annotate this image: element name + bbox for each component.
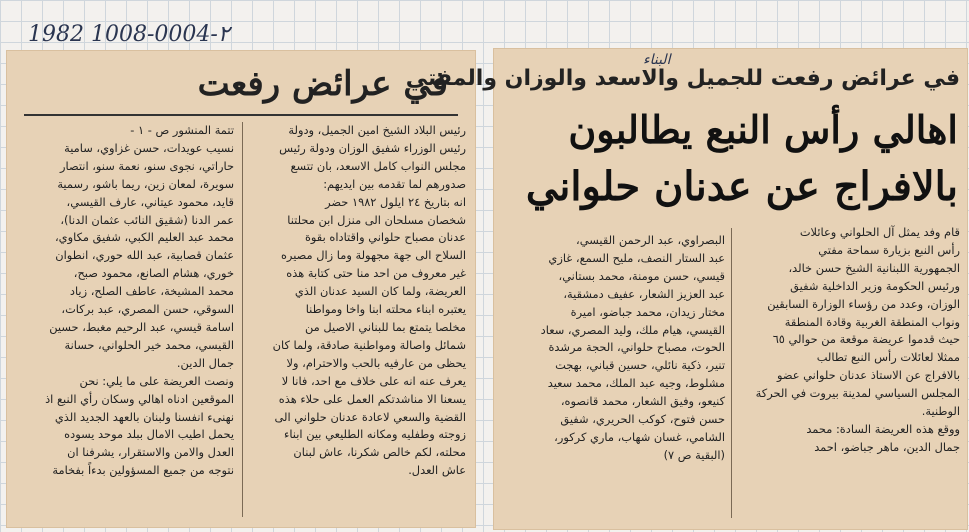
text-line: السوقي، حسن المصري، عبد بركات،: [61, 302, 234, 317]
text-line: رأس النبع بزيارة سماحة مفتي: [818, 242, 960, 257]
main-headline-1: اهالي رأس النبع يطالبون: [568, 107, 958, 152]
text-line: البصراوي، عبد الرحمن القيسي،: [576, 233, 725, 247]
text-line: المجلس السياسي لمدينة بيروت في الحركة: [755, 386, 960, 401]
archive-stamp: 1982 1008-0004-٢: [28, 22, 230, 47]
text-line: عمر الدنا (شقيق النائب عثمان الدنا)،: [60, 212, 234, 227]
text-line: حيث قدموا عريضة موقعة من حوالي ٦٥: [772, 332, 960, 347]
text-line: العدل والامن والاستقرار، يشرفنا ان: [67, 445, 234, 460]
text-line: قايد، محمود عيتاني، عارف القيسي،: [66, 194, 234, 209]
text-line: العريضة، ولما كان السيد عدنان الذي: [294, 284, 466, 299]
text-line: يعرف عنه انه على خلاف مع احد، فانا لا: [281, 373, 466, 388]
text-line: ورئيس الحكومة وزير الداخلية شفيق: [790, 278, 960, 293]
text-line: عبد الستار النصف، مليح السمع، غازي: [548, 250, 725, 265]
text-line: قام وفد يمثل آل الحلواني وعائلات: [799, 225, 960, 239]
text-line: تنير، ذكية نائلي، حسين قباني، بهجت: [555, 358, 725, 373]
text-line: الحوت، مصباح حلواني، الحجة مرشدة: [548, 340, 725, 355]
main-headline-2: بالافراج عن عدنان حلواني: [525, 163, 958, 210]
column-divider: [242, 122, 243, 517]
text-line: اسامة قيسي، عبد الرحيم مغبط، حسين: [49, 319, 234, 334]
left-headline: في عرائض رفعت: [197, 64, 448, 104]
text-line: جمال الدين، ماهر جباضو، احمد: [814, 439, 960, 454]
text-line: تتمة المنشور ص - ١ -: [130, 123, 234, 137]
text-line: مخلصا يتمتع بما للبناني الاصيل من: [304, 319, 466, 334]
text-line: مشلوط، وجيه عبد الملك، محمد سعيد: [547, 376, 725, 391]
text-line: محلته، لكم خالص شكرنا، عاش لبنان: [293, 445, 466, 460]
text-line: سويرة، لمعان زين، ريما باشو، رسمية: [57, 176, 234, 191]
text-line: محمد المشيخة، عاطف الصلح، زياد: [69, 284, 234, 299]
text-line: عاش العدل.: [408, 463, 466, 478]
text-line: زوجته وطفليه ومكانه الطليعي بين ابناء: [283, 427, 466, 442]
text-line: رئيس الوزراء شفيق الوزان ودولة رئيس: [279, 140, 466, 155]
left-clipping: [6, 50, 476, 528]
left-col-2: [16, 122, 234, 480]
text-line: يحمل اطيب الامال ببلد موحد يسوده: [64, 427, 234, 442]
text-line: ونصت العريضة على ما يلي: نحن: [79, 373, 234, 388]
text-line: ونواب المنطقة الغربية وقادة المنطقة: [784, 314, 960, 329]
right-col-2: [505, 232, 725, 465]
text-line: نتوجه من جميع المسؤولين بدءاً بفخامة: [52, 463, 234, 478]
text-line: نسيب عويدات، حسن غزاوي، سامية: [64, 140, 234, 155]
text-line: عثمان قصابية، عبد الله حوري، انطوان: [55, 248, 234, 263]
text-line: نهنىء انفسنا ولبنان بالعهد الجديد الذي: [54, 409, 234, 424]
top-headline: في عرائض رفعت للجميل والاسعد والوزان والمفتي: [405, 66, 960, 91]
text-line: خوري، هشام الصانع، محمود صبح،: [73, 266, 234, 281]
text-line: القيسي، هيام ملك، وليد المصري، سعاد: [540, 322, 725, 337]
text-line: يعتبره ابناء محلته ابنا واخا ومواطنا: [305, 302, 466, 317]
text-line: الموقعين ادناه اهالي وسكان رأي النبع اذ: [45, 391, 234, 406]
column-divider: [731, 228, 732, 518]
text-line: الوطنية.: [921, 404, 960, 419]
text-line: غير معروف من احد منا حتى كتابة هذه: [286, 266, 466, 281]
text-line: كنيعو، وفيق الشعار، محمد قانصوه،: [560, 394, 725, 409]
text-line: ووقع هذه العريضة السادة: محمد: [806, 421, 960, 436]
text-line: مختار زيدان، محمد جباضو، اميرة: [570, 304, 725, 319]
text-line: القيسي، محمد خير الحلواني، حسانة: [64, 337, 234, 352]
text-line: الوزان، وعدد من رؤساء الوزارة السابقين: [767, 296, 960, 311]
text-line: محمد عبد العليم الكبي، شفيق مكاوي،: [55, 230, 234, 245]
text-line: بالافراج عن الاستاذ عدنان حلواني عضو: [776, 368, 960, 383]
left-col-1: [248, 122, 466, 480]
text-line: شخصان مسلحان الى منزل ابن محلتنا: [287, 212, 466, 227]
text-line: صدورهم لما تقدمه بين ايديهم:: [323, 176, 466, 191]
text-line: ممثلا لعائلات رأس النبع تطالب: [816, 350, 960, 365]
text-line: السلاح الى جهة مجهولة وما زال مصيره: [280, 248, 466, 263]
text-line: (البقية ص ٧): [663, 447, 725, 462]
text-line: رئيس البلاد الشيخ امين الجميل، ودولة: [288, 123, 466, 137]
text-line: انه بتاريخ ٢٤ ايلول ١٩٨٢ حضر: [325, 194, 466, 209]
text-line: الجمهورية اللبنانية الشيخ حسن خالد،: [788, 260, 960, 275]
headline-rule: [24, 114, 458, 116]
text-line: القضية والسعي لاعادة عدنان حلواني الى: [274, 409, 466, 424]
text-line: قيسي، حسن مومنة، محمد بستاني،: [558, 268, 725, 283]
text-line: جمال الدين.: [176, 355, 234, 370]
text-line: مجلس النواب كامل الاسعد، بان تتسع: [290, 158, 466, 173]
text-line: يحظى من عارفيه بالحب والاحترام، ولا: [286, 355, 466, 370]
text-line: عدنان مصباح حلواني واقتاداه بقوة: [304, 230, 466, 245]
text-line: يسعنا الا مناشدتكم العمل على حلاء هذه: [278, 391, 466, 406]
text-line: شمائل واصالة ومواطنية صادقة، ولما كان: [272, 337, 466, 352]
text-line: حسن فتوح، كوكب الحريري، شفيق: [560, 412, 725, 427]
text-line: الشامي، غسان شهاب، ماري كركور،: [554, 429, 725, 444]
text-line: حاراتي، نجوى سنو، نعمة سنو، انتصار: [59, 158, 234, 173]
handwritten-note: البناء: [643, 52, 671, 68]
right-col-1: [735, 224, 960, 457]
text-line: عبد العزيز الشعار، عفيف دمشقية،: [563, 286, 725, 301]
